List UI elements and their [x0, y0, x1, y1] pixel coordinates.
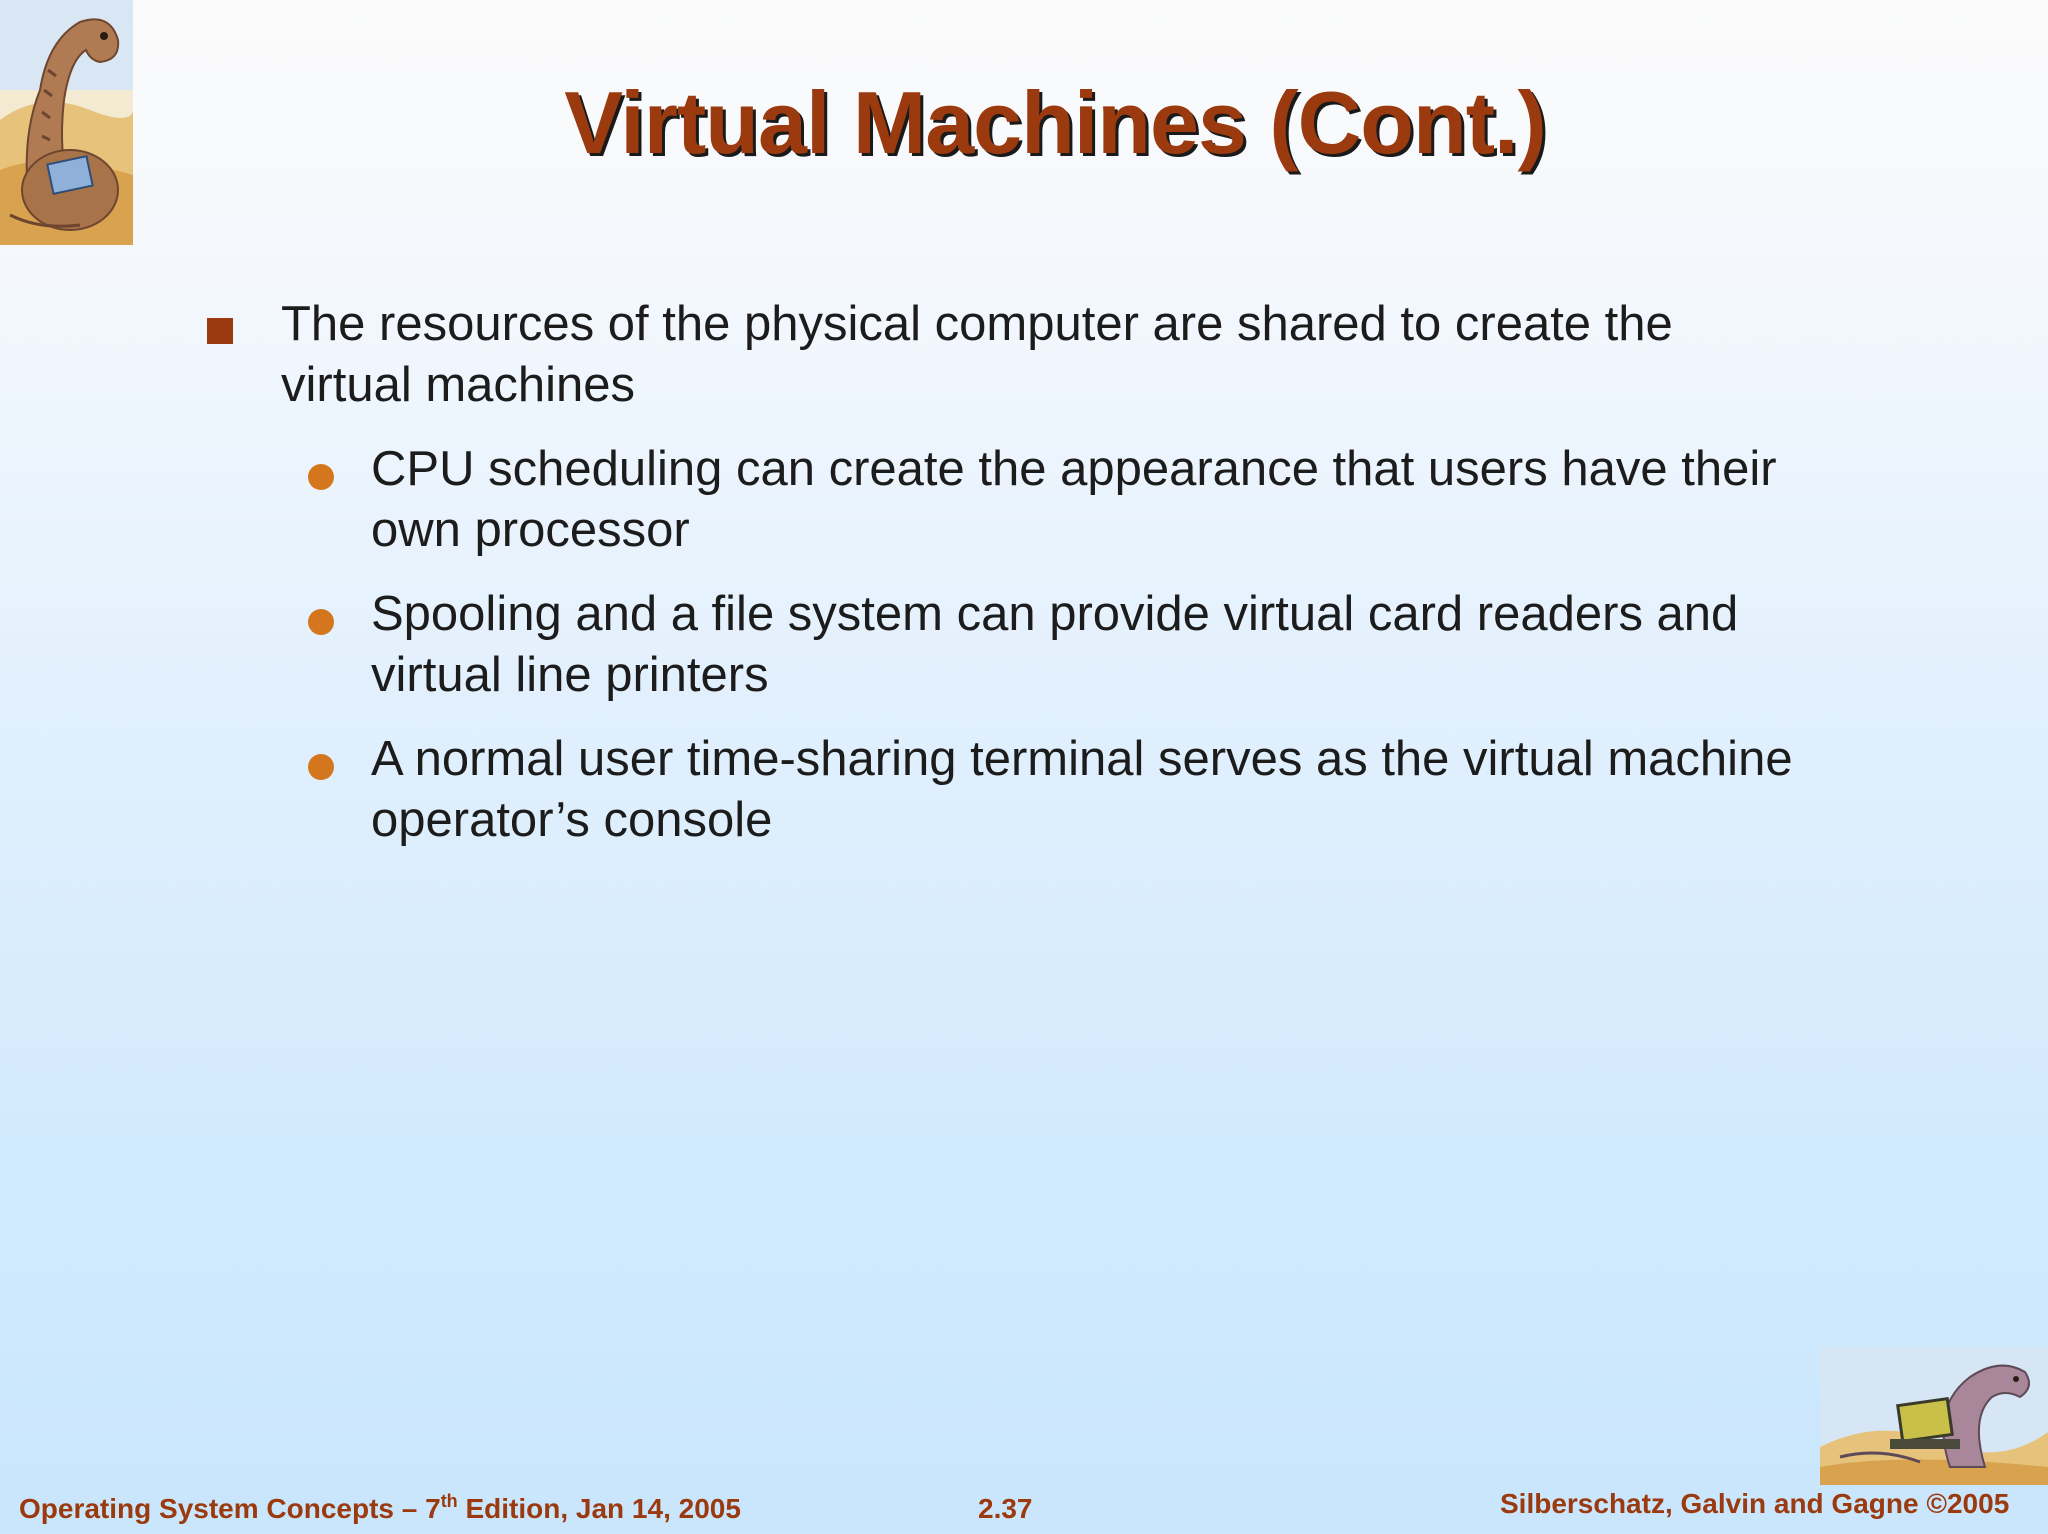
page-number: 2.37: [978, 1493, 1033, 1524]
bullet-level2-text: CPU scheduling can create the appearance that users have their own processor: [371, 442, 1777, 557]
dinosaur-laptop-icon: [1820, 1347, 2048, 1485]
round-bullet-icon: [308, 464, 334, 490]
square-bullet-icon: [207, 318, 233, 344]
footer-left: [19, 1493, 741, 1525]
footer-right: Silberschatz, Galvin and Gagne ©2005: [1500, 1488, 2010, 1519]
round-bullet-icon: [308, 754, 334, 780]
round-bullet-icon: [308, 609, 334, 635]
bullet-level2-text: A normal user time-sharing terminal serves as the virtual machine operator’s console: [371, 732, 1793, 847]
bullet-level2-text: Spooling and a file system can provide virtual card readers and virtual line printers: [371, 587, 1739, 702]
slide-title: Virtual Machines (Cont.): [564, 73, 1546, 172]
bullet-level1-text: The resources of the physical computer are shared to create the virtual machines: [281, 297, 1673, 412]
footer-left-sup: th: [440, 1491, 458, 1511]
footer-left-prefix: Operating System Concepts – 7: [19, 1493, 441, 1524]
footer-left-suffix: Edition, Jan 14, 2005: [457, 1493, 741, 1524]
